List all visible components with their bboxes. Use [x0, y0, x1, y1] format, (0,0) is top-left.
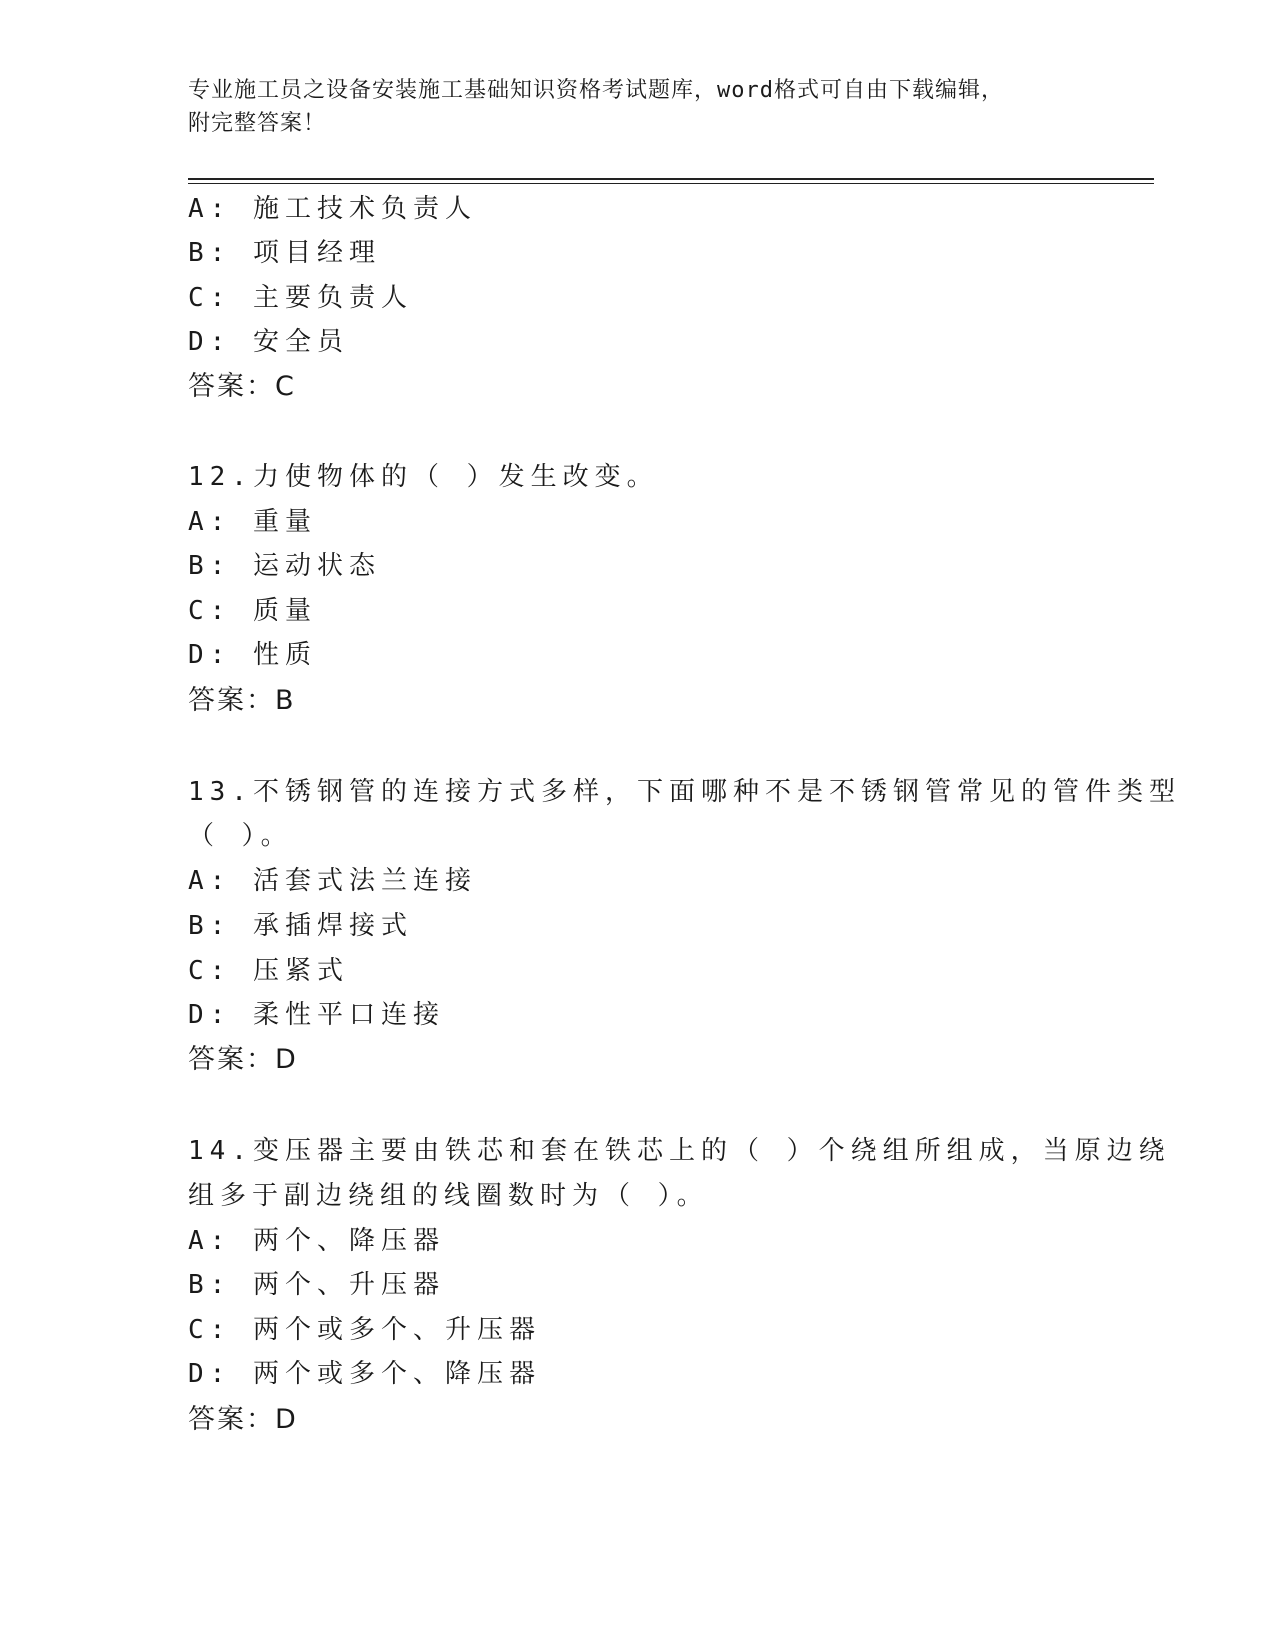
q12-stem: 12.力使物体的（ ）发生改变。: [188, 462, 659, 492]
q12-answer: 答案：B: [188, 685, 296, 716]
q12-option-c: C: 质量: [188, 596, 317, 626]
q13-answer: 答案：D: [188, 1044, 298, 1075]
q12-option-d: D: 性质: [188, 640, 317, 670]
q14-stem-line-1: 14.变压器主要由铁芯和套在铁芯上的（ ）个绕组所组成，当原边绕: [188, 1136, 1171, 1166]
header-divider-thick: [188, 178, 1154, 180]
q13-option-c: C: 压紧式: [188, 956, 349, 986]
q14-answer: 答案：D: [188, 1404, 298, 1435]
q11-option-b: B: 项目经理: [188, 238, 381, 268]
header-divider-thin: [188, 183, 1154, 184]
q11-option-a: A: 施工技术负责人: [188, 194, 477, 224]
header-line-2: 附完整答案！: [188, 111, 327, 136]
q13-option-d: D: 柔性平口连接: [188, 1000, 445, 1030]
q11-option-d: D: 安全员: [188, 327, 349, 357]
document-header: [188, 74, 1088, 140]
q11-answer: 答案：C: [188, 371, 296, 402]
q13-stem-line-1: 13.不锈钢管的连接方式多样，下面哪种不是不锈钢管常见的管件类型: [188, 777, 1181, 807]
q13-stem-line-2: （ ）。: [188, 821, 293, 851]
q14-option-d: D: 两个或多个、降压器: [188, 1359, 541, 1389]
q12-option-b: B: 运动状态: [188, 551, 381, 581]
q11-option-c: C: 主要负责人: [188, 283, 413, 313]
q14-option-b: B: 两个、升压器: [188, 1270, 445, 1300]
q12-option-a: A: 重量: [188, 507, 317, 537]
q14-option-a: A: 两个、降压器: [188, 1226, 445, 1256]
q13-option-a: A: 活套式法兰连接: [188, 866, 477, 896]
q14-option-c: C: 两个或多个、升压器: [188, 1315, 541, 1345]
q13-option-b: B: 承插焊接式: [188, 911, 413, 941]
q14-stem-line-2: 组多于副边绕组的线圈数时为（ ）。: [188, 1181, 709, 1211]
header-line-1: 专业施工员之设备安装施工基础知识资格考试题库，word格式可自由下载编辑，: [188, 78, 1004, 103]
